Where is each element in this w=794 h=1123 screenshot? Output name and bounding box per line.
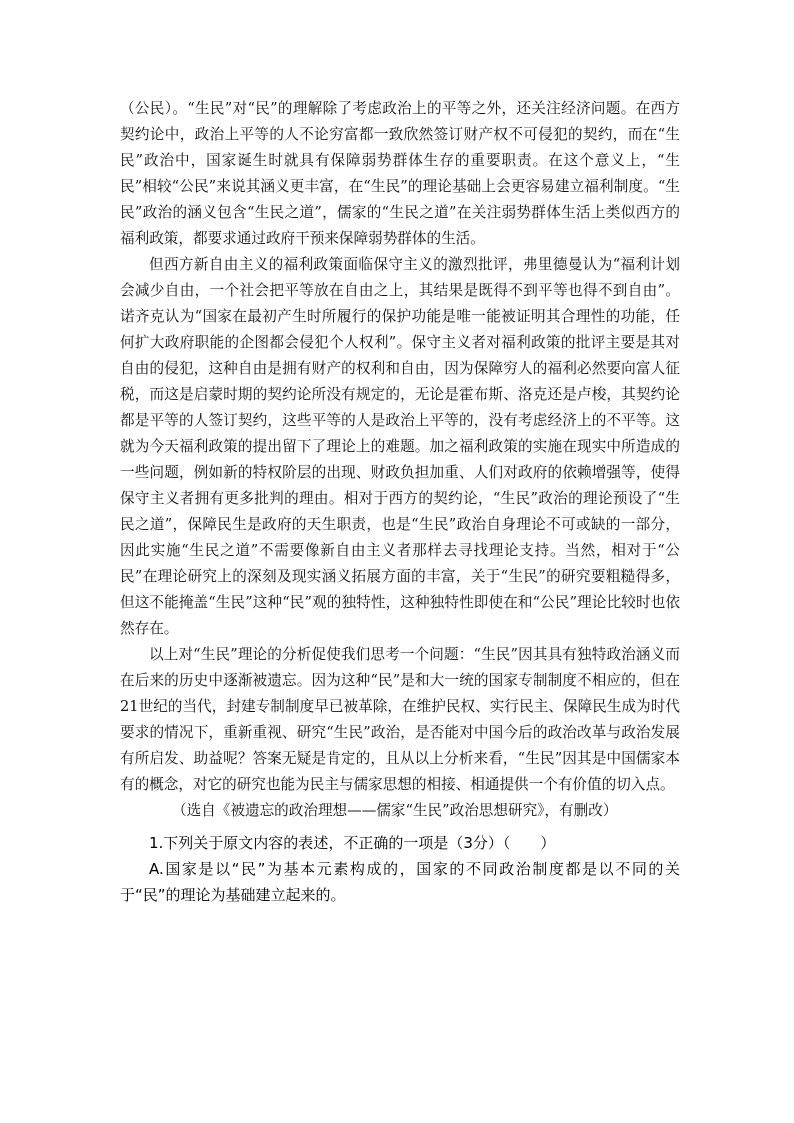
paragraph-1: （公民）。“生民”对“民”的理解除了考虑政治上的平等之外，还关注经济问题。在西方契约论中，政治上平等的人不论穷富都一致欣然签订财产权不可侵犯的契约，而在“生民”政治中，国家诞生时就具有保障弱势群体生存的重要职责。在这个意义上，“生民”相较“公民”来说其涵义更丰富，在“生民”的理论基础上会更容易建立福利制度。“生民”政治的涵义包含“生民之道”，儒家的“生民之道”在关注弱势群体生活上类似西方的福利政策，都要求通过政府干预来保障弱势群体的生活。 (120, 100, 680, 247)
paragraph-2: 但西方新自由主义的福利政策面临保守主义的激烈批评，弗里德曼认为“福利计划会减少自由，一个社会把平等放在自由之上，其结果是既得不到平等也得不到自由”。诺齐克认为“国家在最初产生时所履行的保护功能是唯一能被证明其合理性的功能，任何扩大政府职能的企图都会侵犯个人权利”。保守主义者对福利政策的批评主要是其对自由的侵犯，这种自由是拥有财产的权利和自由，因为保障穷人的福利必然要向富人征税，而这是启蒙时期的契约论所没有规定的，无论是霍布斯、洛克还是卢梭，其契约论都是平等的人签订契约，这些平等的人是政治上平等的，没有考虑经济上的不平等。这就为今天福利政策的提出留下了理论上的难题。加之福利政策的实施在现实中所造成的一些问题，例如新的特权阶层的出现、财政负担加重、人们对政府的依赖增强等，使得保守主义者拥有更多批判的理由。相对于西方的契约论，“生民”政治的理论预设了“生民之道”，保障民生是政府的天生职责，也是“生民”政治自身理论不可或缺的一部分，因此实施“生民之道”不需要像新自由主义者那样去寻找理论支持。当然，相对于“公民”在理论研究上的深刻及现实涵义拓展方面的丰富，关于“生民”的研究要粗糙得多，但这不能掩盖“生民”这种“民”观的独特性，这种独特性即使在和“公民”理论比较时也依然存在。 (120, 256, 680, 637)
paragraph-3: 以上对“生民”理论的分析促使我们思考一个问题：“生民”因其具有独特政治涵义而在后来的历史中逐渐被遗忘。因为这种“民”是和大一统的国家专制制度不相应的，但在21世纪的当代，封建专制制度早已被革除，在维护民权、实行民主、保障民生成为时代要求的情况下，重新重视、研究“生民”政治，是否能对中国今后的政治改革与政治发展有所启发、助益呢？答案无疑是肯定的，且从以上分析来看，“生民”因其是中国儒家本有的概念，对它的研究也能为民主与儒家思想的相接、相通提供一个有价值的切入点。 (120, 646, 680, 793)
passage-body (120, 96, 680, 908)
question-1 (120, 830, 680, 908)
source-citation: （选自《被遗忘的政治理想——儒家“生民”政治思想研究》，有删改） (172, 802, 618, 819)
question-stem: 1.下列关于原文内容的表述，不正确的一项是（3分）（ ） (149, 834, 556, 852)
option-a: A.国家是以“民”为基本元素构成的，国家的不同政治制度都是以不同的关于“民”的理论为基础建立起来的。 (120, 860, 680, 904)
